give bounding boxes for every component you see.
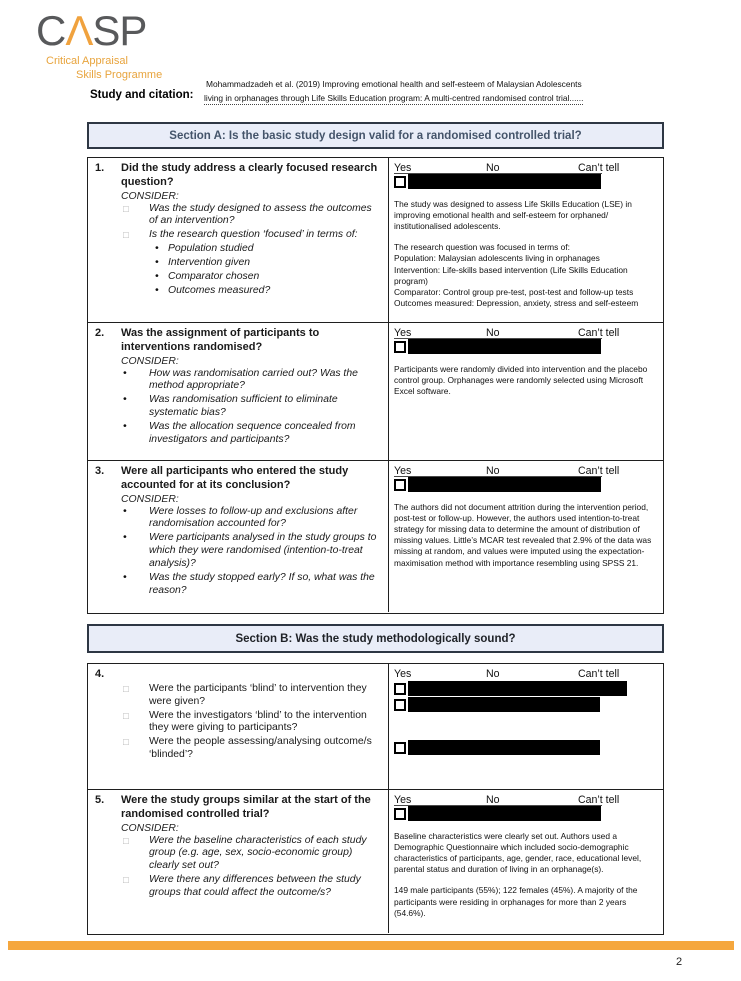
consider-item (123, 394, 382, 420)
answer-line: The study was designed to assess Life Skills Education (LSE) in improving emotional health and self-esteem for orphaned/ institutionalised adolescents. (394, 198, 632, 232)
question-cell (88, 158, 389, 322)
consider-item (123, 736, 382, 762)
question-row-5 (88, 789, 663, 933)
casp-logo-wordmark (36, 7, 162, 54)
option-cant-tell-label: Can’t tell (578, 794, 620, 806)
checkbox-bullet-icon: □ (123, 875, 129, 887)
answer-options (394, 161, 657, 175)
consider-item-text: Was the allocation sequence concealed from investigators and participants? (149, 421, 356, 445)
answer-checkbox[interactable] (394, 479, 406, 491)
consider-item (123, 874, 382, 900)
consider-item (123, 532, 382, 571)
consider-label: CONSIDER: (121, 190, 179, 202)
bullet-icon: • (123, 421, 127, 433)
section-b-header (87, 624, 664, 653)
answer-line: Outcomes measured: Depression, anxiety, stress and self-esteem (394, 298, 639, 309)
answer-paragraph (394, 885, 656, 919)
consider-item (123, 683, 382, 709)
redacted-answer-group (394, 339, 657, 355)
answer-options (394, 667, 657, 681)
checkbox-bullet-icon: □ (123, 710, 129, 722)
section-b-title: Section B: Was the study methodologically sound? (235, 632, 516, 645)
option-yes-label: Yes (394, 162, 412, 174)
consider-item-text: Were there any differences between the study groups that could affect the outcome/s? (149, 874, 361, 899)
question-cell (88, 664, 389, 789)
consider-subitem-text: Population studied (168, 243, 254, 255)
redaction-bar (408, 697, 600, 712)
consider-subitem-text: Outcomes measured? (168, 284, 271, 296)
redacted-answer-row (394, 681, 657, 697)
checkbox-bullet-icon: □ (123, 835, 129, 847)
logo-letter-c: C (36, 7, 66, 54)
logo-caret-icon: Λ (65, 7, 93, 54)
bullet-icon: • (155, 243, 159, 255)
question-cell (88, 790, 389, 933)
answer-paragraph (394, 199, 656, 233)
answer-text (394, 831, 656, 919)
bullet-icon: • (155, 270, 159, 282)
consider-item-text: Were the investigators ‘blind’ to the intervention they were giving to participants? (149, 709, 367, 734)
option-no-label: No (486, 327, 500, 339)
redacted-answer-group (394, 477, 657, 493)
redaction-bar (408, 477, 601, 492)
question-number: 4. (95, 668, 105, 680)
answer-checkbox[interactable] (394, 742, 406, 754)
option-no-label: No (486, 162, 500, 174)
answer-line: The authors did not document attrition during the intervention period, post-test or follow-up. However, the authors used intention-to-treat strategy for missing data to determine the amount of distribution of missing values. Little’s MCAR test revealed that 2.9% of the data was missing at random, and values were imputed using the expectation-maximisation method with importance resembling using SPSS 21. (394, 501, 652, 568)
casp-logo (36, 7, 163, 83)
consider-label: CONSIDER: (121, 493, 179, 505)
answer-options (394, 464, 657, 478)
option-cant-tell-label: Can’t tell (578, 327, 620, 339)
option-yes-label: Yes (394, 794, 412, 806)
consider-item (123, 203, 382, 229)
consider-item (123, 710, 382, 736)
bullet-icon: • (155, 284, 159, 296)
citation-text-line2: living in orphanages through Life Skills Education program: A multi-centred randomised control trial...... (204, 93, 584, 103)
question-cell (88, 461, 389, 612)
question-heading (95, 465, 382, 493)
answer-paragraph (394, 242, 656, 309)
question-row-4 (88, 664, 663, 789)
question-row-3 (88, 460, 663, 612)
question-number: 2. (95, 327, 105, 339)
consider-item (123, 368, 382, 394)
redacted-answer-row (394, 806, 657, 822)
consider-item-text: Is the research question ‘focused’ in terms of: (149, 229, 358, 241)
logo-letters-sp: SP (92, 7, 147, 54)
bullet-icon: • (123, 394, 127, 406)
question-number: 3. (95, 465, 105, 477)
answer-cell (389, 664, 663, 789)
consider-item-text: Were losses to follow-up and exclusions after randomisation accounted for? (149, 505, 358, 530)
consider-item-text: Was the study designed to assess the outcomes of an intervention? (149, 202, 372, 227)
question-row-1 (88, 158, 663, 322)
bullet-icon: • (123, 532, 127, 544)
bullet-icon: • (123, 571, 127, 583)
consider-item (123, 572, 382, 598)
footer-accent-bar (8, 941, 734, 950)
consider-label: CONSIDER: (121, 355, 179, 367)
consider-item (123, 229, 382, 242)
answer-checkbox[interactable] (394, 341, 406, 353)
logo-subtitle-line2: Skills Programme (76, 68, 163, 81)
consider-subitem (155, 271, 382, 284)
consider-item (123, 421, 382, 447)
answer-line: Participants were randomly divided into intervention and the placebo control group. Orphanages were randomly selected using Microsoft Excel software. (394, 363, 648, 397)
answer-paragraph (394, 502, 656, 569)
consider-item-text: Were the participants ‘blind’ to intervention they were given? (149, 682, 367, 707)
question-text: Were the study groups similar at the start of the randomised controlled trial? (121, 794, 371, 820)
page-number: 2 (676, 956, 683, 968)
redacted-answer-row (394, 174, 657, 190)
consider-label: CONSIDER: (121, 822, 179, 834)
consider-subitem-text: Comparator chosen (168, 270, 260, 282)
checkbox-bullet-icon: □ (123, 230, 129, 242)
option-cant-tell-label: Can’t tell (578, 465, 620, 477)
answer-line: Baseline characteristics were clearly set out. Authors used a Demographic Questionnaire which included socio-demographic characteristics of participants, age, gender, race, educational level, parental status and duration of living in an orphanage(s). (394, 830, 642, 875)
checkbox-bullet-icon: □ (123, 203, 129, 215)
answer-checkbox[interactable] (394, 683, 406, 695)
question-text: Was the assignment of participants to interventions randomised? (121, 327, 320, 353)
answer-paragraph (394, 364, 656, 398)
bullet-icon: • (123, 505, 127, 517)
question-text: Were all participants who entered the study accounted for at its conclusion? (121, 465, 349, 491)
question-text: Did the study address a clearly focused research question? (121, 162, 378, 188)
answer-line: The research question was focused in terms of: (394, 242, 570, 253)
consider-item (123, 506, 382, 532)
redaction-bar (408, 174, 601, 189)
answer-line: Comparator: Control group pre-test, post-test and follow-up tests (394, 286, 634, 297)
question-heading (95, 327, 382, 355)
section-a-table (87, 157, 664, 614)
option-yes-label: Yes (394, 668, 412, 680)
option-no-label: No (486, 794, 500, 806)
bullet-icon: • (123, 367, 127, 379)
answer-line: 149 male participants (55%); 122 females (45%). A majority of the participants were residing in orphanages for more than 2 years (54.6%). (394, 885, 638, 918)
redacted-answer-group (394, 174, 657, 190)
section-b-table (87, 663, 664, 935)
consider-subitem-text: Intervention given (168, 257, 251, 269)
answer-checkbox[interactable] (394, 808, 406, 820)
redaction-bar (408, 806, 601, 821)
redaction-bar (408, 681, 627, 696)
citation-text-line1: Mohammadzadeh et al. (2019) Improving emotional health and self-esteem of Malaysian Adolescents (206, 79, 582, 89)
section-a-title: Section A: Is the basic study design valid for a randomised controlled trial? (169, 129, 582, 142)
option-no-label: No (486, 668, 500, 680)
answer-options (394, 793, 657, 807)
question-heading (95, 668, 382, 682)
redacted-answer-row (394, 740, 657, 756)
casp-logo-subtitle (36, 55, 162, 83)
redacted-answer-row (394, 477, 657, 493)
consider-subitem (155, 257, 382, 270)
option-yes-label: Yes (394, 465, 412, 477)
consider-item-text: How was randomisation carried out? Was the method appropriate? (149, 367, 358, 392)
consider-item-text: Was the study stopped early? If so, what was the reason? (149, 571, 375, 596)
answer-text (394, 364, 656, 398)
answer-options (394, 326, 657, 340)
question-number: 1. (95, 162, 105, 174)
consider-item-text: Were the people assessing/analysing outcome/s ‘blinded’? (149, 736, 372, 761)
question-heading (95, 162, 382, 190)
answer-checkbox[interactable] (394, 699, 406, 711)
answer-line: Intervention: Life-skills based intervention (Life Skills Education program) (394, 264, 628, 286)
answer-paragraph (394, 831, 656, 876)
consider-subitem (155, 243, 382, 256)
answer-text (394, 199, 656, 310)
redacted-answer-row (394, 339, 657, 355)
question-number: 5. (95, 794, 105, 806)
consider-item (123, 835, 382, 874)
redacted-answer-group (394, 681, 657, 713)
answer-cell (389, 323, 663, 460)
question-cell (88, 323, 389, 460)
option-no-label: No (486, 465, 500, 477)
question-heading (95, 794, 382, 822)
logo-subtitle-line1: Critical Appraisal (46, 55, 128, 67)
answer-cell (389, 461, 663, 612)
redacted-answer-group (394, 806, 657, 822)
answer-cell (389, 790, 663, 933)
option-yes-label: Yes (394, 327, 412, 339)
section-a-header (87, 122, 664, 149)
answer-checkbox[interactable] (394, 176, 406, 188)
redaction-bar (408, 339, 601, 354)
option-cant-tell-label: Can’t tell (578, 668, 620, 680)
redacted-answer-group (394, 740, 657, 756)
checkbox-bullet-icon: □ (123, 683, 129, 695)
question-row-2 (88, 322, 663, 460)
answer-line: Population: Malaysian adolescents living in orphanages (394, 253, 600, 264)
consider-item-text: Were the baseline characteristics of each study group (e.g. age, sex, socio-economic group) clearly set out? (149, 834, 367, 872)
redaction-bar (408, 740, 600, 755)
redacted-answer-row (394, 697, 657, 713)
study-citation-label: Study and citation: (90, 89, 194, 101)
answer-cell (389, 158, 663, 322)
checkbox-bullet-icon: □ (123, 737, 129, 749)
consider-item-text: Were participants analysed in the study groups to which they were randomised (intention-to-treat analysis)? (149, 532, 377, 570)
option-cant-tell-label: Can’t tell (578, 162, 620, 174)
answer-text (394, 502, 656, 569)
bullet-icon: • (155, 257, 159, 269)
consider-item-text: Was randomisation sufficient to eliminate systematic bias? (149, 394, 338, 419)
consider-subitem (155, 285, 382, 298)
